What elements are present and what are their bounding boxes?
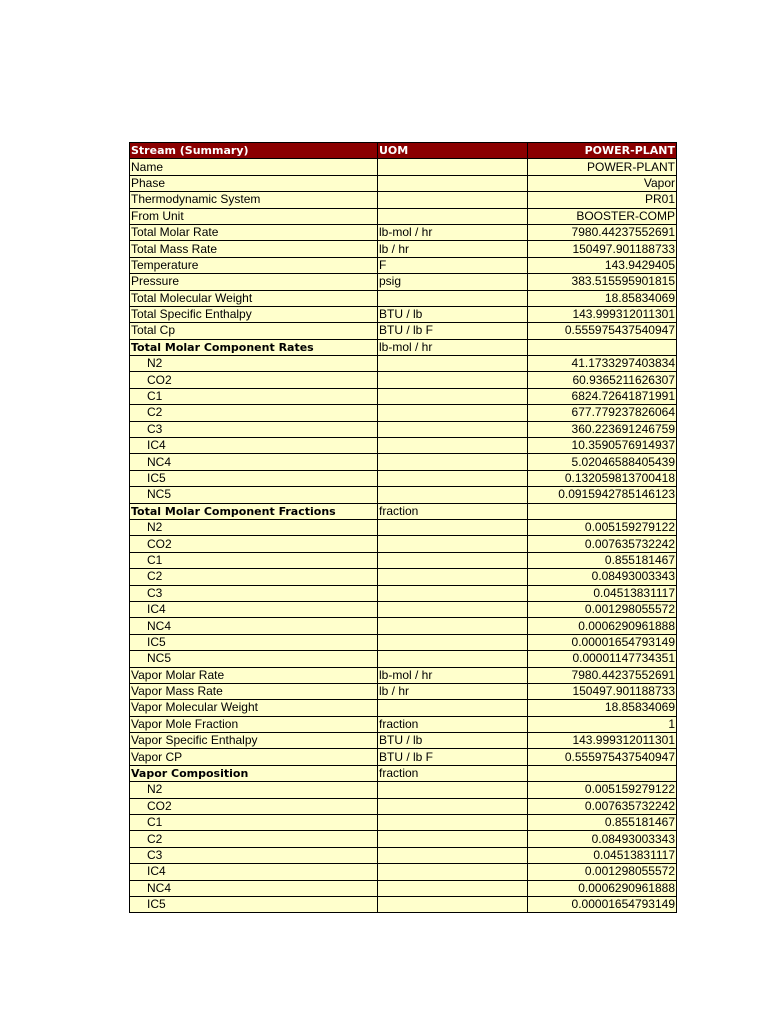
row-value-cell: POWER-PLANT	[528, 159, 677, 175]
row-label-cell: Vapor Molecular Weight	[130, 700, 378, 716]
row-value-cell: 18.85834069	[528, 700, 677, 716]
table-row	[130, 618, 677, 634]
table-row	[130, 405, 677, 421]
table-row	[130, 569, 677, 585]
row-label-cell: From Unit	[130, 208, 378, 224]
row-uom-cell	[378, 798, 528, 814]
row-uom-cell	[378, 700, 528, 716]
row-value-cell: 143.9429405	[528, 257, 677, 273]
table-row	[130, 356, 677, 372]
row-value-cell: 0.555975437540947	[528, 323, 677, 339]
row-value-cell: 1	[528, 716, 677, 732]
table-row	[130, 421, 677, 437]
row-label-cell: N2	[130, 519, 378, 535]
row-uom-cell	[378, 618, 528, 634]
row-uom-cell	[378, 356, 528, 372]
table-row	[130, 634, 677, 650]
row-value-cell: 0.00001654793149	[528, 896, 677, 912]
table-row	[130, 847, 677, 863]
row-value-cell	[528, 339, 677, 355]
table-row	[130, 864, 677, 880]
table-row	[130, 601, 677, 617]
table-row	[130, 831, 677, 847]
row-value-cell: 5.02046588405439	[528, 454, 677, 470]
row-value-cell: 0.855181467	[528, 552, 677, 568]
table-row	[130, 306, 677, 322]
row-value-cell: 10.3590576914937	[528, 438, 677, 454]
row-uom-cell	[378, 896, 528, 912]
row-label-cell: C2	[130, 831, 378, 847]
row-value-cell: 0.001298055572	[528, 864, 677, 880]
row-label-cell: NC5	[130, 651, 378, 667]
row-uom-cell	[378, 536, 528, 552]
row-label-cell: Vapor Molar Rate	[130, 667, 378, 683]
table-row	[130, 159, 677, 175]
table-row	[130, 224, 677, 240]
table-row	[130, 536, 677, 552]
table-row	[130, 782, 677, 798]
row-value-cell: 150497.901188733	[528, 683, 677, 699]
row-value-cell: 0.0006290961888	[528, 880, 677, 896]
table-row	[130, 208, 677, 224]
row-label-cell: IC4	[130, 864, 378, 880]
row-value-cell: 150497.901188733	[528, 241, 677, 257]
row-uom-cell: fraction	[378, 765, 528, 781]
row-label-cell: C1	[130, 552, 378, 568]
row-uom-cell: fraction	[378, 716, 528, 732]
row-label-cell: NC4	[130, 618, 378, 634]
row-value-cell: 383.515595901815	[528, 274, 677, 290]
table-row	[130, 896, 677, 912]
row-uom-cell	[378, 470, 528, 486]
row-label-cell: C3	[130, 847, 378, 863]
row-value-cell: 0.00001147734351	[528, 651, 677, 667]
table-row	[130, 716, 677, 732]
row-label-cell: CO2	[130, 798, 378, 814]
table-body	[130, 159, 677, 913]
row-label-cell: C2	[130, 569, 378, 585]
row-label-cell: NC5	[130, 487, 378, 503]
table-row	[130, 438, 677, 454]
row-label-cell: Vapor Specific Enthalpy	[130, 733, 378, 749]
table-row	[130, 290, 677, 306]
row-uom-cell	[378, 192, 528, 208]
table-row	[130, 388, 677, 404]
row-value-cell: 6824.72641871991	[528, 388, 677, 404]
row-label-cell: NC4	[130, 880, 378, 896]
row-uom-cell	[378, 405, 528, 421]
row-value-cell: 0.00001654793149	[528, 634, 677, 650]
column-header-stream-value: POWER-PLANT	[528, 143, 677, 159]
row-uom-cell	[378, 651, 528, 667]
row-label-cell: C3	[130, 585, 378, 601]
row-uom-cell	[378, 290, 528, 306]
row-label-cell: NC4	[130, 454, 378, 470]
row-uom-cell	[378, 552, 528, 568]
row-label-cell: Pressure	[130, 274, 378, 290]
row-label-cell: C2	[130, 405, 378, 421]
row-value-cell: 143.999312011301	[528, 733, 677, 749]
row-value-cell: 7980.44237552691	[528, 667, 677, 683]
row-uom-cell: BTU / lb F	[378, 323, 528, 339]
row-value-cell: 0.04513831117	[528, 585, 677, 601]
row-label-cell: Name	[130, 159, 378, 175]
row-value-cell: 0.001298055572	[528, 601, 677, 617]
row-uom-cell	[378, 454, 528, 470]
row-uom-cell	[378, 634, 528, 650]
table-row	[130, 519, 677, 535]
row-label-cell: Vapor Mass Rate	[130, 683, 378, 699]
row-value-cell: 18.85834069	[528, 290, 677, 306]
row-uom-cell: lb-mol / hr	[378, 339, 528, 355]
row-label-cell: C1	[130, 815, 378, 831]
row-uom-cell	[378, 175, 528, 191]
table-row	[130, 733, 677, 749]
row-value-cell: 0.132059813700418	[528, 470, 677, 486]
table-row	[130, 257, 677, 273]
row-label-cell: IC4	[130, 438, 378, 454]
row-value-cell: 0.555975437540947	[528, 749, 677, 765]
row-label-cell: N2	[130, 782, 378, 798]
stream-summary-table	[129, 142, 677, 913]
row-value-cell	[528, 503, 677, 519]
row-uom-cell: lb-mol / hr	[378, 224, 528, 240]
row-label-cell: Vapor Composition	[130, 765, 378, 781]
row-uom-cell	[378, 438, 528, 454]
row-uom-cell: fraction	[378, 503, 528, 519]
row-label-cell: IC5	[130, 470, 378, 486]
table-row	[130, 651, 677, 667]
row-uom-cell: BTU / lb F	[378, 749, 528, 765]
table-row	[130, 241, 677, 257]
table-row	[130, 667, 677, 683]
row-label-cell: Total Molar Rate	[130, 224, 378, 240]
row-uom-cell: F	[378, 257, 528, 273]
row-uom-cell: lb / hr	[378, 683, 528, 699]
row-uom-cell: lb / hr	[378, 241, 528, 257]
row-uom-cell: BTU / lb	[378, 733, 528, 749]
row-value-cell: 360.223691246759	[528, 421, 677, 437]
row-uom-cell	[378, 880, 528, 896]
row-uom-cell	[378, 815, 528, 831]
row-uom-cell	[378, 782, 528, 798]
row-value-cell: 143.999312011301	[528, 306, 677, 322]
row-value-cell: 7980.44237552691	[528, 224, 677, 240]
row-value-cell: 41.1733297403834	[528, 356, 677, 372]
row-uom-cell	[378, 847, 528, 863]
row-value-cell: 677.779237826064	[528, 405, 677, 421]
table-row	[130, 700, 677, 716]
row-label-cell: IC4	[130, 601, 378, 617]
table-row	[130, 470, 677, 486]
row-uom-cell	[378, 601, 528, 617]
row-uom-cell	[378, 159, 528, 175]
row-uom-cell: psig	[378, 274, 528, 290]
row-label-cell: Total Cp	[130, 323, 378, 339]
table-row	[130, 798, 677, 814]
row-value-cell: 60.9365211626307	[528, 372, 677, 388]
row-value-cell: BOOSTER-COMP	[528, 208, 677, 224]
row-uom-cell	[378, 569, 528, 585]
row-label-cell: Thermodynamic System	[130, 192, 378, 208]
row-uom-cell	[378, 585, 528, 601]
column-header-stream: Stream (Summary)	[130, 143, 378, 159]
row-label-cell: Vapor Mole Fraction	[130, 716, 378, 732]
row-label-cell: N2	[130, 356, 378, 372]
table-header-row	[130, 143, 677, 159]
section-header-row	[130, 339, 677, 355]
row-uom-cell	[378, 388, 528, 404]
row-value-cell: 0.855181467	[528, 815, 677, 831]
row-label-cell: Total Specific Enthalpy	[130, 306, 378, 322]
section-header-row	[130, 765, 677, 781]
section-header-row	[130, 503, 677, 519]
row-uom-cell: BTU / lb	[378, 306, 528, 322]
row-label-cell: Total Molar Component Rates	[130, 339, 378, 355]
table-row	[130, 454, 677, 470]
row-label-cell: Total Molar Component Fractions	[130, 503, 378, 519]
row-value-cell: 0.007635732242	[528, 798, 677, 814]
table-row	[130, 192, 677, 208]
table-row	[130, 372, 677, 388]
row-value-cell: 0.007635732242	[528, 536, 677, 552]
table-row	[130, 880, 677, 896]
row-uom-cell	[378, 519, 528, 535]
table-row	[130, 749, 677, 765]
row-label-cell: CO2	[130, 372, 378, 388]
table-row	[130, 683, 677, 699]
table-row	[130, 175, 677, 191]
row-label-cell: IC5	[130, 896, 378, 912]
row-value-cell: 0.04513831117	[528, 847, 677, 863]
row-uom-cell	[378, 864, 528, 880]
row-value-cell	[528, 765, 677, 781]
row-label-cell: IC5	[130, 634, 378, 650]
row-uom-cell	[378, 372, 528, 388]
column-header-uom: UOM	[378, 143, 528, 159]
row-uom-cell	[378, 831, 528, 847]
row-value-cell: 0.0915942785146123	[528, 487, 677, 503]
row-label-cell: C1	[130, 388, 378, 404]
row-uom-cell	[378, 208, 528, 224]
row-value-cell: 0.08493003343	[528, 831, 677, 847]
row-label-cell: CO2	[130, 536, 378, 552]
row-value-cell: 0.0006290961888	[528, 618, 677, 634]
row-value-cell: 0.005159279122	[528, 519, 677, 535]
table-row	[130, 274, 677, 290]
row-value-cell: Vapor	[528, 175, 677, 191]
table-row	[130, 552, 677, 568]
row-label-cell: Total Molecular Weight	[130, 290, 378, 306]
row-label-cell: Total Mass Rate	[130, 241, 378, 257]
table-row	[130, 323, 677, 339]
row-value-cell: PR01	[528, 192, 677, 208]
table-row	[130, 815, 677, 831]
row-label-cell: C3	[130, 421, 378, 437]
row-label-cell: Phase	[130, 175, 378, 191]
row-label-cell: Vapor CP	[130, 749, 378, 765]
row-uom-cell	[378, 421, 528, 437]
row-uom-cell	[378, 487, 528, 503]
row-uom-cell: lb-mol / hr	[378, 667, 528, 683]
table-row	[130, 585, 677, 601]
table-row	[130, 487, 677, 503]
row-value-cell: 0.005159279122	[528, 782, 677, 798]
row-value-cell: 0.08493003343	[528, 569, 677, 585]
row-label-cell: Temperature	[130, 257, 378, 273]
